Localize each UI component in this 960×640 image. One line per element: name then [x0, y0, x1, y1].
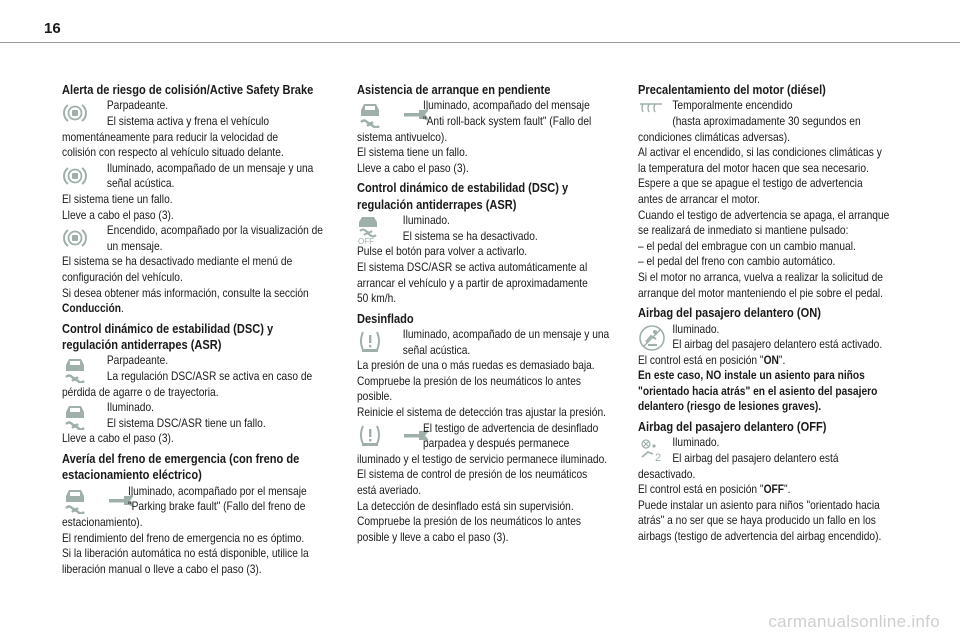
text-line: Desinflado	[357, 311, 414, 326]
text-segment: ".	[783, 483, 791, 497]
text-line: Puede instalar un asiento para niños "orientado hacia	[638, 498, 880, 512]
paragraph	[638, 353, 928, 415]
paragraph	[62, 515, 352, 577]
text-line: El sistema DSC/ASR se activa automáticamente al	[357, 260, 588, 274]
text-line	[638, 384, 893, 400]
text-line: El sistema se ha desactivado.	[402, 229, 538, 243]
page-number: 16	[44, 20, 61, 37]
text-line	[638, 482, 893, 498]
text-line: Si el motor no arranca, vuelva a realizar la solicitud de	[638, 270, 883, 284]
paragraph	[62, 254, 352, 316]
indicator-entry	[357, 213, 647, 244]
text-line: Si la liberación automática no está disponible, utilice la	[62, 547, 309, 561]
text-line: Parpadeante.	[106, 99, 169, 113]
svg-text:OFF: OFF	[358, 237, 374, 246]
indicator-entry	[62, 400, 352, 431]
paragraph	[62, 192, 352, 223]
text-line: Encendido, acompañado por la visualización de	[106, 224, 323, 238]
text-line: está averiado.	[357, 484, 422, 498]
text-line: El sistema se ha desactivado mediante el menú de	[62, 255, 293, 269]
column-2	[357, 78, 647, 545]
text-line: La regulación DSC/ASR se activa en caso de	[106, 370, 313, 384]
text-segment: El control está en posición "	[638, 353, 764, 367]
text-line: iluminado y el testigo de servicio permanece iluminado.	[357, 452, 608, 466]
text-line: sistema antivuelco).	[357, 130, 448, 144]
text-line: El testigo de advertencia de desinflado	[423, 421, 599, 435]
watermark: carmanualsonline.info	[768, 612, 940, 631]
bold-text: En este caso, NO instale un asiento para niños	[638, 369, 865, 383]
paragraph	[62, 130, 352, 161]
text-line: Iluminado.	[672, 436, 720, 450]
text-line: Iluminado.	[402, 214, 450, 228]
text-line	[638, 353, 893, 369]
svg-text:2: 2	[655, 452, 662, 464]
paragraph	[638, 130, 928, 302]
text-line: Iluminado, acompañado del mensaje	[423, 99, 590, 113]
text-line	[62, 301, 317, 317]
text-line: Precalentamiento del motor (diésel)	[638, 83, 826, 97]
indicator-entry	[357, 327, 647, 358]
section-heading	[357, 82, 647, 98]
text-line: La presión de una o más ruedas es demasiado baja.	[357, 359, 595, 373]
text-line: la temperatura del motor hacen que sea necesario.	[638, 161, 869, 175]
text-line: El sistema tiene un fallo.	[62, 192, 173, 206]
text-line: Espere a que se apague el testigo de advertencia	[638, 177, 863, 191]
text-line: señal acústica.	[402, 343, 471, 357]
indicator-entry	[638, 322, 928, 353]
text-line: arranque del motor manteniendo el pie sobre el pedal.	[638, 286, 884, 300]
text-line: El sistema activa y frena el vehículo	[106, 114, 270, 128]
text-line: regulación antiderrapes (ASR)	[62, 338, 222, 353]
indicator-entry	[62, 353, 352, 384]
column-3	[638, 78, 928, 545]
text-line: Asistencia de arranque en pendiente	[357, 83, 551, 97]
column-1	[62, 78, 352, 577]
text-line: Iluminado, acompañado de un mensaje y una	[106, 161, 314, 175]
paragraph	[357, 244, 647, 306]
section-heading	[357, 180, 647, 213]
header-divider	[0, 42, 960, 43]
text-line: desactivado.	[638, 467, 696, 481]
indicator-entry	[62, 223, 352, 254]
text-line: El airbag del pasajero delantero está	[672, 452, 839, 466]
text-line: "Anti roll-back system fault" (Fallo del	[423, 114, 592, 128]
text-line: colisión con respecto al vehículo situado delante.	[62, 146, 284, 160]
paragraph	[62, 385, 352, 401]
text-line: Iluminado.	[672, 322, 720, 336]
text-line: – el pedal del freno con cambio automático.	[638, 255, 836, 269]
text-line: Pulse el botón para volver a activarlo.	[357, 245, 528, 259]
paragraph	[357, 358, 647, 420]
text-line: El sistema tiene un fallo.	[357, 146, 468, 160]
text-line: El sistema DSC/ASR tiene un fallo.	[106, 416, 266, 430]
text-line: Iluminado.	[106, 401, 154, 415]
text-line: Si desea obtener más información, consulte la sección	[62, 286, 309, 300]
text-line: Lleve a cabo el paso (3).	[62, 208, 174, 222]
text-line: Avería del freno de emergencia (con freno de	[62, 452, 300, 467]
text-line: Airbag del pasajero delantero (OFF)	[638, 420, 827, 435]
text-line: antes de arrancar el motor.	[638, 192, 760, 206]
section-heading	[638, 305, 928, 321]
indicator-entry	[62, 161, 352, 192]
section-heading	[62, 451, 352, 484]
text-line: La detección de desinflado está sin supervisión.	[357, 499, 574, 513]
indicator-entry	[638, 98, 928, 129]
section-heading	[357, 311, 647, 327]
bold-text: ON	[763, 353, 779, 367]
text-line: Compruebe la presión de los neumáticos lo antes	[357, 374, 582, 388]
text-line	[638, 399, 893, 415]
text-line: airbags (testigo de advertencia del airbag encendido).	[638, 530, 882, 544]
text-line: Al activar el encendido, si las condiciones climáticas y	[638, 146, 882, 160]
text-line: arrancar el vehículo y a partir de aproximadamente	[357, 276, 588, 290]
text-line: se realizará de inmediato si mantiene pulsado:	[638, 224, 849, 238]
text-line: estacionamiento eléctrico)	[62, 468, 202, 483]
text-line: Lleve a cabo el paso (3).	[357, 161, 469, 175]
text-line: condiciones climáticas adversas).	[638, 130, 790, 144]
text-line: Reinicie el sistema de detección tras ajustar la presión.	[357, 406, 606, 420]
bold-text: "orientado hacia atrás" en el asiento del pasajero	[638, 384, 878, 398]
text-line: señal acústica.	[106, 177, 175, 191]
bold-text: delantero (riesgo de lesiones graves).	[638, 400, 822, 414]
bold-text: Conducción	[62, 302, 121, 316]
text-line: pérdida de agarre o de trayectoria.	[62, 385, 219, 399]
paragraph	[357, 452, 647, 546]
text-segment: El control está en posición "	[638, 483, 764, 497]
indicator-entry	[357, 421, 647, 452]
indicator-entry	[357, 98, 647, 129]
text-line: posible y lleve a cabo el paso (3).	[357, 530, 509, 544]
text-line: Parpadeante.	[106, 354, 169, 368]
text-line: (hasta aproximadamente 30 segundos en	[672, 114, 861, 128]
text-line: El sistema de control de presión de los neumáticos	[357, 468, 588, 482]
text-line: Lleve a cabo el paso (3).	[62, 432, 174, 446]
indicator-entry	[62, 484, 352, 515]
text-line: momentáneamente para reducir la velocidad de	[62, 130, 279, 144]
text-line: regulación antiderrapes (ASR)	[357, 197, 517, 212]
text-line: Control dinámico de estabilidad (DSC) y	[357, 181, 569, 196]
paragraph	[62, 431, 352, 447]
indicator-entry	[638, 435, 928, 466]
text-line: Airbag del pasajero delantero (ON)	[638, 306, 821, 321]
text-segment: ".	[778, 353, 786, 367]
section-heading	[638, 419, 928, 435]
section-heading	[638, 82, 928, 98]
text-line: estacionamiento).	[62, 516, 143, 530]
text-line: Temporalmente encendido	[672, 99, 793, 113]
text-line: "Parking brake fault" (Fallo del freno de	[128, 500, 306, 514]
section-heading	[62, 321, 352, 354]
text-line: atrás" a no ser que se haya producido un fallo en los	[638, 514, 876, 528]
section-heading	[62, 82, 352, 98]
text-segment: .	[120, 302, 124, 316]
text-line: El rendimiento del freno de emergencia no es óptimo.	[62, 531, 305, 545]
paragraph	[357, 130, 647, 177]
text-line: parpadea y después permanece	[423, 437, 570, 451]
indicator-entry	[62, 98, 352, 129]
text-line: – el pedal del embrague con un cambio manual.	[638, 239, 856, 253]
text-line: Compruebe la presión de los neumáticos lo antes	[357, 515, 582, 529]
text-line: liberación manual o lleve a cabo el paso (3).	[62, 562, 262, 576]
bold-text: OFF	[763, 483, 784, 497]
text-line	[638, 368, 893, 384]
text-line: posible.	[357, 390, 393, 404]
text-line: Cuando el testigo de advertencia se apaga, el arranque	[638, 208, 890, 222]
text-line: configuración del vehículo.	[62, 270, 183, 284]
text-line: Control dinámico de estabilidad (DSC) y	[62, 321, 274, 336]
text-line: 50 km/h.	[357, 292, 397, 306]
text-line: Iluminado, acompañado de un mensaje y una	[402, 328, 610, 342]
text-line: El airbag del pasajero delantero está activado.	[672, 338, 883, 352]
text-line: Iluminado, acompañado por el mensaje	[128, 484, 307, 498]
paragraph	[638, 467, 928, 545]
text-line: Alerta de riesgo de colisión/Active Safety Brake	[62, 83, 314, 97]
text-line: un mensaje.	[106, 239, 163, 253]
